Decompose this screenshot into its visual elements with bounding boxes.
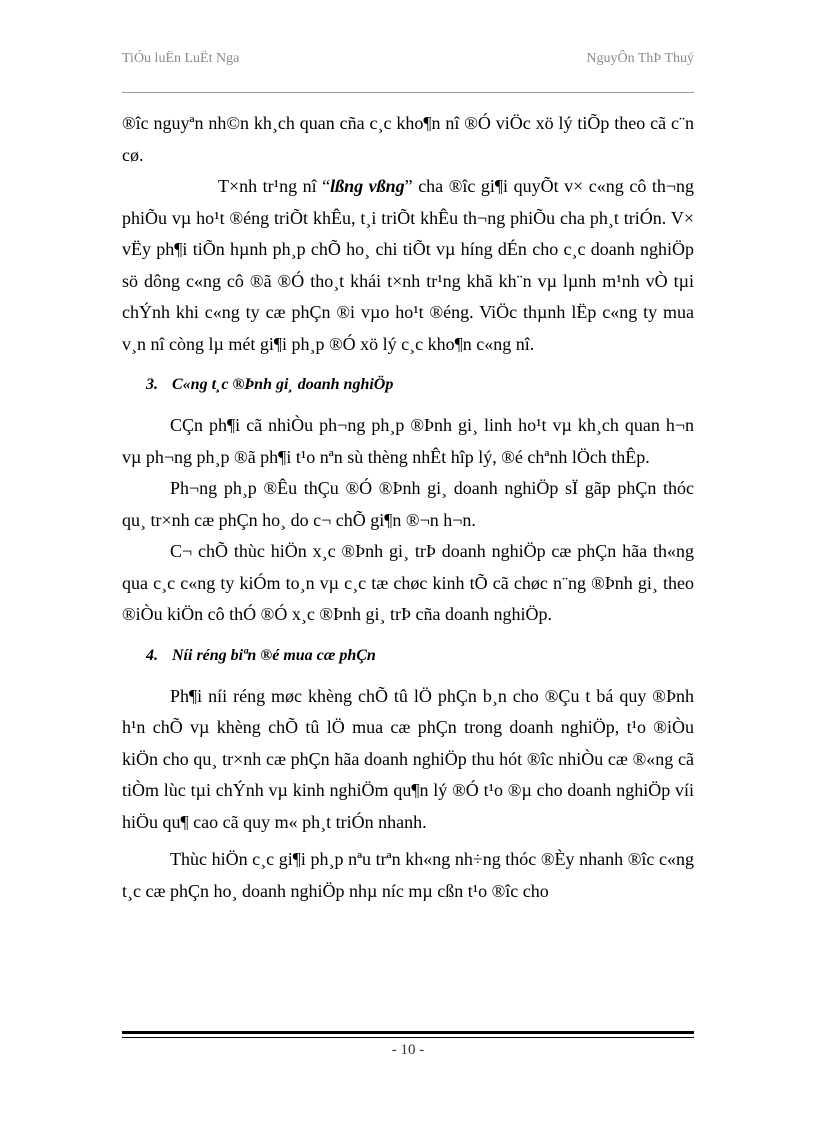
- section-title: C«ng t¸c ®Þnh gi¸ doanh nghiÖp: [172, 376, 394, 393]
- header-author: NguyÔn ThÞ Thuý: [586, 51, 694, 66]
- paragraph-2-start: T×nh tr¹ng nî “: [218, 176, 331, 196]
- header-rule: [122, 92, 694, 93]
- section-heading-4: [146, 639, 694, 673]
- document-body: [122, 108, 694, 907]
- footer-rule-thin: [122, 1037, 694, 1038]
- footer-rule-thick: [122, 1031, 694, 1034]
- paragraph-1: ®îc nguyªn nh©n kh¸ch quan cña c¸c kho¶n nî ®Ó viÖc xö lý tiÕp theo cã c¨n cø.: [122, 113, 694, 165]
- paragraph-2-rest: ” cha ®îc gi¶i quyÕt v× c«ng cô th¬ng phiÕu vµ ho¹t ®éng triÕt khÊu, t¸i triÕt khÊu th¬ng phiÕu cha ph¸t triÓn. V× vËy ph¶i tiÕn hµnh ph¸p chÕ ho¸ chi tiÕt vµ híng dÉn cho c¸c doanh nghiÖp sö dông c«ng cô ®ã ®Ó tho¸t khái t×nh tr¹ng khã kh¨n vµ lµnh m¹nh vÒ tµi chÝnh khi c«ng ty cæ phÇn ®i vµo ho¹t ®éng. ViÖc thµnh lËp c«ng ty mua v¸n nî còng lµ mét gi¶i ph¸p ®Ó xö lý c¸c kho¶n c«ng nî.: [122, 176, 694, 354]
- paragraph-2-emphasis: lßng vßng: [330, 176, 405, 196]
- paragraph-2: [122, 171, 694, 360]
- paragraph-7: Thùc hiÖn c¸c gi¶i ph¸p nªu trªn kh«ng nh÷ng thóc ®Èy nhanh ®îc c«ng t¸c cæ phÇn ho¸ doanh nghiÖp nhµ níc mµ cßn t¹o ®îc cho: [122, 849, 694, 901]
- section-title: Níi réng biªn ®é mua cæ phÇn: [172, 646, 376, 664]
- paragraph-3: CÇn ph¶i cã nhiÒu ph¬ng ph¸p ®Þnh gi¸ linh ho¹t vµ kh¸ch quan h¬n vµ ph¬ng ph¸p ®ã ph¶i t¹o nªn sù thèng nhÊt hîp lý, ®é chªnh lÖch thÊp.: [122, 415, 694, 467]
- paragraph-4: Ph¬ng ph¸p ®Êu thÇu ®Ó ®Þnh gi¸ doanh nghiÖp sÏ gãp phÇn thóc qu¸ tr×nh cæ phÇn ho¸ do c¬ chÕ gi¶n ®¬n h¬n.: [122, 478, 694, 530]
- paragraph-6: Ph¶i níi réng møc khèng chÕ tû lÖ phÇn b¸n cho ®Çu t bá quy ®Þnh h¹n chÕ vµ khèng chÕ tû lÖ mua cæ phÇn trong doanh nghiÖp, t¹o ®iÒu kiÖn cho qu¸ tr×nh cæ phÇn hãa doanh nghiÖp thu hót ®îc nhiÒu cæ ®«ng cã tiÒm lùc tµi chÝnh vµ kinh nghiÖm qu¶n lý ®Ó t¹o ®µ cho doanh nghiÖp víi hiÖu qu¶ cao cã quy m« ph¸t triÓn nhanh.: [122, 685, 694, 832]
- paragraph-5: C¬ chÕ thùc hiÖn x¸c ®Þnh gi¸ trÞ doanh nghiÖp cæ phÇn hãa th«ng qua c¸c c«ng ty kiÓm to¸n vµ c¸c tæ chøc kinh tÕ cã chøc n¨ng ®Þnh gi¸ theo ®iÒu kiÖn cô thÓ ®Ó x¸c ®Þnh gi¸ trÞ cña doanh nghiÖp.: [122, 541, 694, 624]
- section-heading-3: [146, 368, 694, 402]
- header-title: TiÓu luËn LuËt Nga: [122, 51, 240, 66]
- section-number: 4.: [146, 646, 158, 664]
- page-number: - 10 -: [391, 1042, 425, 1058]
- section-number: 3.: [146, 376, 158, 393]
